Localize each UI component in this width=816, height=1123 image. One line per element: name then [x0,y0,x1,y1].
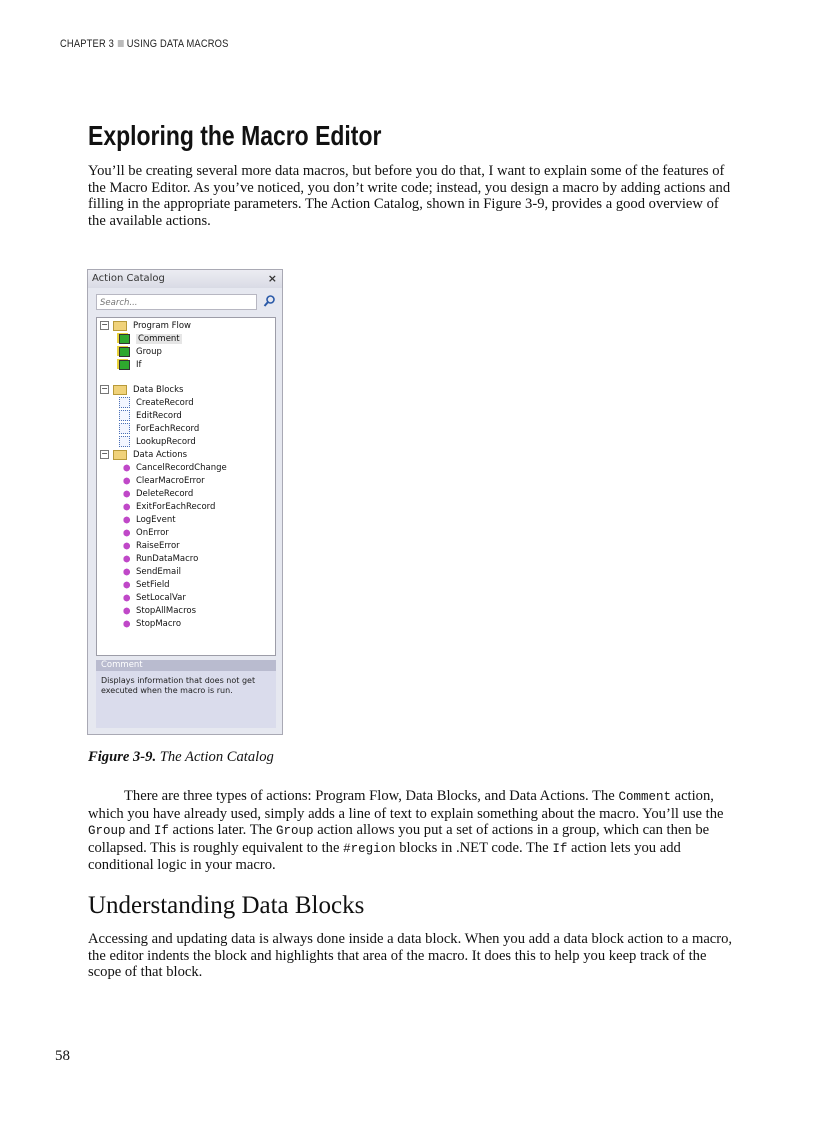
data-block-icon [119,436,130,447]
collapse-icon[interactable]: − [101,449,108,458]
tree-item-label: SetLocalVar [136,593,186,603]
data-block-icon [119,410,130,421]
collapse-icon[interactable]: − [101,320,108,329]
action-icon [119,593,130,603]
tree-item[interactable] [119,397,194,410]
tree-item-label: ForEachRecord [136,424,200,434]
tree-item-label: RunDataMacro [136,554,199,564]
text-run: action lets you add conditional logic in your macro. [88,839,681,874]
tree-item[interactable] [119,605,196,618]
tree-group-program-flow[interactable] [100,320,191,333]
green-block-icon [119,360,130,370]
figure-caption [88,749,274,766]
tree-item-label: OnError [136,528,169,538]
tree-item-label: StopAllMacros [136,606,197,616]
action-icon [119,567,130,577]
action-icon [119,606,130,616]
search-icon[interactable] [262,294,276,308]
data-block-icon [119,423,130,434]
action-icon [119,489,130,499]
tree-item[interactable] [119,423,199,436]
tree-item-label: ExitForEachRecord [136,502,216,512]
section-heading: Exploring the Macro Editor [88,120,382,151]
action-icon [119,528,130,538]
action-catalog-titlebar [88,270,282,288]
tree-group-data-actions[interactable] [100,449,187,462]
figure-caption-text: The Action Catalog [156,749,274,765]
tree-item[interactable] [119,488,193,501]
folder-icon [113,321,127,331]
tree-item[interactable] [119,540,180,553]
folder-icon [113,385,127,395]
tree-item[interactable] [119,462,227,475]
page-number: 58 [55,1048,70,1064]
tree-item[interactable] [119,618,181,631]
inline-code: Group [276,824,314,839]
tree-item[interactable] [119,566,181,579]
tree-item-label: Comment [138,334,180,344]
action-icon [119,619,130,629]
tree-group-label: Program Flow [133,321,191,331]
action-icon [119,554,130,564]
inline-code: If [552,841,568,856]
action-icon [119,580,130,590]
tree-item[interactable] [119,410,182,423]
tree-item-label: SetField [136,580,170,590]
action-icon [119,541,130,551]
tree-item[interactable] [119,514,176,527]
green-block-icon [119,334,130,344]
tree-group-label: Data Actions [133,450,188,460]
text-run: action allows you put a set of actions in a group, which can then be collapsed. This is roughly equivalent to the [88,822,710,856]
tree-item[interactable] [119,592,186,605]
action-icon [119,463,130,473]
data-block-icon [119,397,130,408]
inline-code: Comment [618,790,671,804]
tree-item[interactable] [119,475,205,488]
intro-paragraph: You’ll be creating several more data macros, but before you do that, I want to explain some of the features of the Macro Editor. As you’ve noticed, you don’t write code; instead, you design a macro by adding actions and filling in the appropriate parameters. The Action Catalog, shown in Figure 3-9, provides a good overview of the available actions. [88,163,731,229]
tree-item-label: SendEmail [136,567,181,577]
text-run: blocks in .NET code. The [395,839,553,856]
close-icon[interactable]: × [267,272,277,285]
tree-group-data-blocks[interactable] [100,384,183,397]
tree-item[interactable] [119,436,196,449]
tree-item-label: ClearMacroError [136,476,205,486]
text-run: There are three types of actions: Program Flow, Data Blocks, and Data Actions. The [124,788,619,804]
tree-item-label: If [136,360,142,370]
text-run: and [125,822,154,839]
folder-icon [113,450,127,460]
body-paragraph-data-blocks: Accessing and updating data is always done inside a data block. When you add a data block action to a macro, the editor indents the block and highlights that area of the macro. It does this to help you keep track of the scope of that block. [88,931,733,981]
tree-item-label: EditRecord [136,411,182,421]
tree-item[interactable] [119,346,162,359]
inline-code: If [153,824,169,839]
tree-item[interactable] [119,359,142,372]
tree-item-label: StopMacro [136,619,182,629]
tree-item[interactable] [119,579,170,592]
tree-item[interactable] [119,527,169,540]
text-run: actions later. The [168,822,277,839]
description-title: Comment [96,660,276,671]
running-header [60,38,229,50]
action-icon [119,515,130,525]
body-paragraph-actions [88,788,738,874]
description-panel [96,660,276,728]
tree-group-label: Data Blocks [133,385,184,395]
search-input[interactable]: Search... [96,294,257,310]
inline-code: #region [343,841,396,856]
separator-square-icon [117,40,123,47]
tree-item-label: LogEvent [136,515,176,525]
collapse-icon[interactable]: − [101,384,108,393]
inline-code: Group [88,824,126,839]
action-tree [96,317,276,656]
green-block-icon [119,347,130,357]
action-icon [119,502,130,512]
description-text: Displays information that does not get executed when the macro is run. [101,676,256,695]
action-catalog-figure [87,269,283,735]
text-run: action, which you have already used, simply adds a line of text to explain something about the macro. You’ll use the [88,788,724,822]
tree-item-label: CancelRecordChange [136,463,227,473]
tree-item-label: DeleteRecord [136,489,194,499]
tree-item-label: CreateRecord [136,398,194,408]
tree-item-label: RaiseError [136,541,180,551]
tree-item-label: Group [136,347,162,357]
action-catalog-title: Action Catalog [92,273,165,284]
tree-item[interactable] [119,501,215,514]
action-icon [119,476,130,486]
tree-item[interactable] [119,553,198,566]
chapter-label: CHAPTER 3 [60,38,115,50]
tree-item[interactable] [119,333,182,346]
subsection-heading: Understanding Data Blocks [88,892,365,919]
figure-label: Figure 3-9. [88,749,157,765]
section-label: USING DATA MACROS [126,38,229,50]
tree-item-label: LookupRecord [136,437,196,447]
